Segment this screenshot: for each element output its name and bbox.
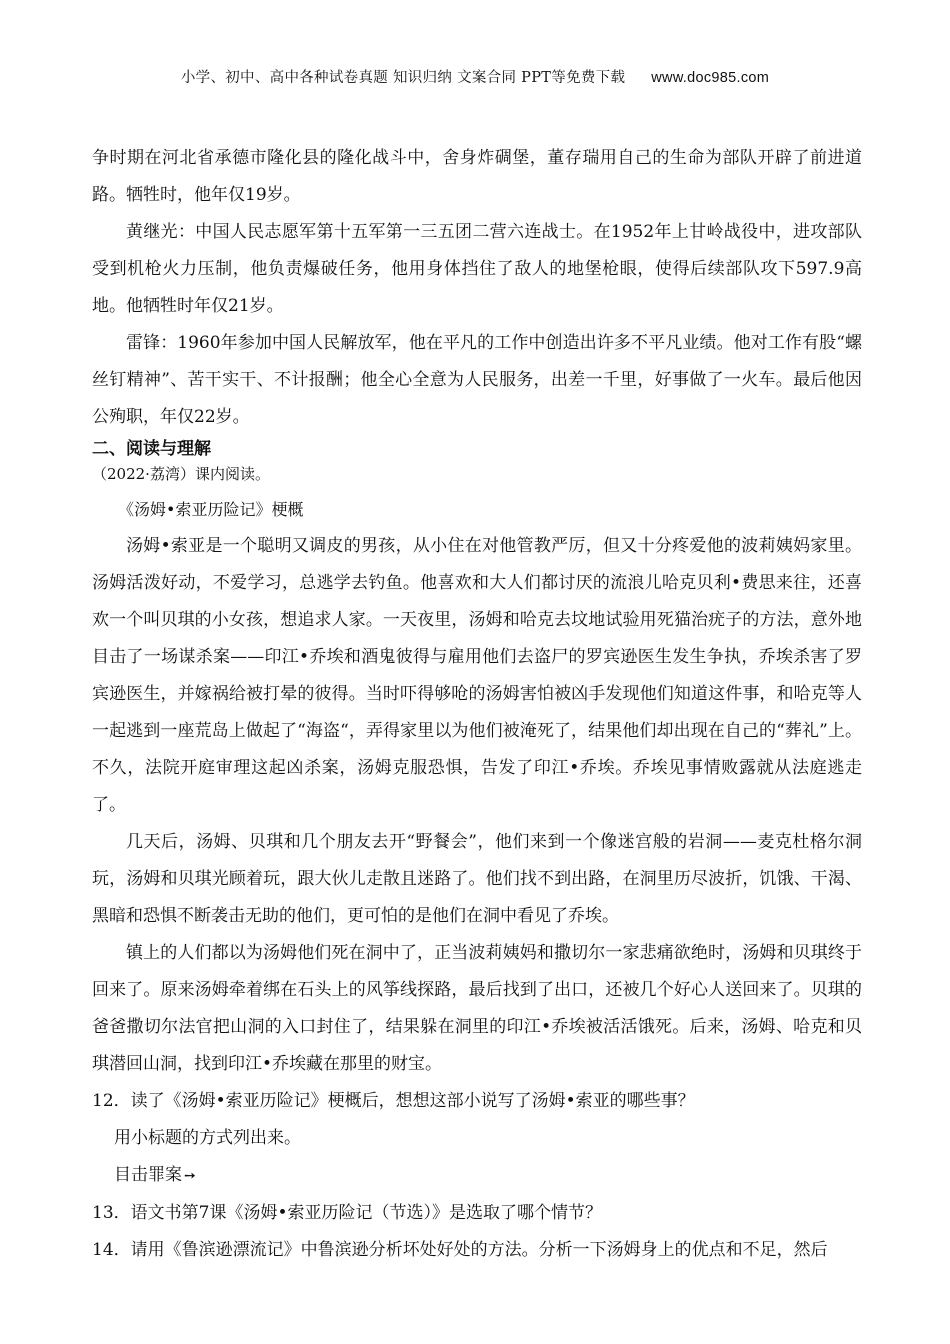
paragraph-dong-cunrui: 争时期在河北省承德市隆化县的隆化战斗中，舍身炸碉堡，董存瑞用自己的生命为部队开辟了前进道路。牺牲时，他年仅19岁。 xyxy=(92,148,862,205)
story-paragraph-3: 镇上的人们都以为汤姆他们死在洞中了，正当波莉姨妈和撒切尔一家悲痛欲绝时，汤姆和贝琪终于回来了。原来汤姆牵着绑在石头上的风筝线探路，最后找到了出口，还被几个好心人送回来了。贝琪的爸爸撒切尔法官把山洞的入口封住了，结果躲在洞里的印江•乔埃被活活饿死。后来，汤姆、哈克和贝琪潜回山洞，找到印江•乔埃藏在那里的财宝。 xyxy=(92,943,862,1074)
answer-start-text: 目击罪案 xyxy=(114,1165,182,1185)
question-12-answer-start xyxy=(114,1157,862,1195)
question-12-instruction: 用小标题的方式列出来。 xyxy=(114,1128,301,1148)
paragraph-lei-feng: 雷锋：1960年参加中国人民解放军，他在平凡的工作中创造出许多不平凡业绩。他对工作有股“螺丝钉精神”、苦干实干、不计报酬；他全心全意为人民服务，出差一千里，好事做了一火车。最后他因公殉职，年仅22岁。 xyxy=(92,333,862,427)
header-site-link[interactable]: www.doc985.com xyxy=(651,70,770,86)
question-14: 14．请用《鲁滨逊漂流记》中鲁滨逊分析坏处好处的方法。分析一下汤姆身上的优点和不足，然后 xyxy=(92,1240,828,1260)
story-paragraph-1: 汤姆•索亚是一个聪明又调皮的男孩，从小住在对他管教严厉，但又十分疼爱他的波莉姨妈家里。汤姆活泼好动，不爱学习，总逃学去钓鱼。他喜欢和大人们都讨厌的流浪儿哈克贝利•费思来往，还喜欢一个叫贝琪的小女孩，想追求人家。一天夜里，汤姆和哈克去坟地试验用死猫治疣子的方法，意外地目击了一场谋杀案——印江•乔埃和酒鬼彼得与雇用他们去盗尸的罗宾逊医生发生争执，乔埃杀害了罗宾逊医生，并嫁祸给被打晕的彼得。当时吓得够呛的汤姆害怕被凶手发现他们知道这件事，和哈克等人一起逃到一座荒岛上做起了“海盗“，弄得家里以为他们被淹死了，结果他们却出现在自己的“葬礼”上。不久，法院开庭审理这起凶杀案，汤姆克服恐惧，告发了印江•乔埃。乔埃见事情败露就从法庭逃走了。 xyxy=(92,536,862,815)
question-12: 12．读了《汤姆•索亚历险记》梗概后，想想这部小说写了汤姆•索亚的哪些事？ xyxy=(92,1091,695,1111)
story-title: 《汤姆•索亚历险记》梗概 xyxy=(118,500,304,519)
header-text: 小学、初中、高中各种试卷真题 知识归纳 文案合同 PPT等免费下载 xyxy=(180,70,626,86)
section-title: 二、阅读与理解 xyxy=(92,439,211,459)
question-13: 13．语文书第7课《汤姆•索亚历险记（节选）》是选取了哪个情节？ xyxy=(92,1203,602,1223)
story-paragraph-2: 几天后，汤姆、贝琪和几个朋友去开“野餐会”，他们来到一个像迷宫般的岩洞——麦克杜格尔洞玩，汤姆和贝琪光顾着玩，跟大伙儿走散且迷路了。他们找不到出路，在洞里历尽波折，饥饿、干渴、黑暗和恐惧不断袭击无助的他们，更可怕的是他们在洞中看见了乔埃。 xyxy=(92,832,862,926)
paragraph-huang-jiguang: 黄继光：中国人民志愿军第十五军第一三五团二营六连战士。在1952年上甘岭战役中，进攻部队受到机枪火力压制，他负责爆破任务，他用身体挡住了敌人的地堡枪眼，使得后续部队攻下597.9高地。他牺牲时年仅21岁。 xyxy=(92,222,862,316)
page-header xyxy=(0,66,950,87)
section-source: （2022·荔湾）课内阅读。 xyxy=(92,465,270,483)
arrow-icon: ➙ xyxy=(184,1168,196,1184)
document-body xyxy=(92,140,862,1269)
